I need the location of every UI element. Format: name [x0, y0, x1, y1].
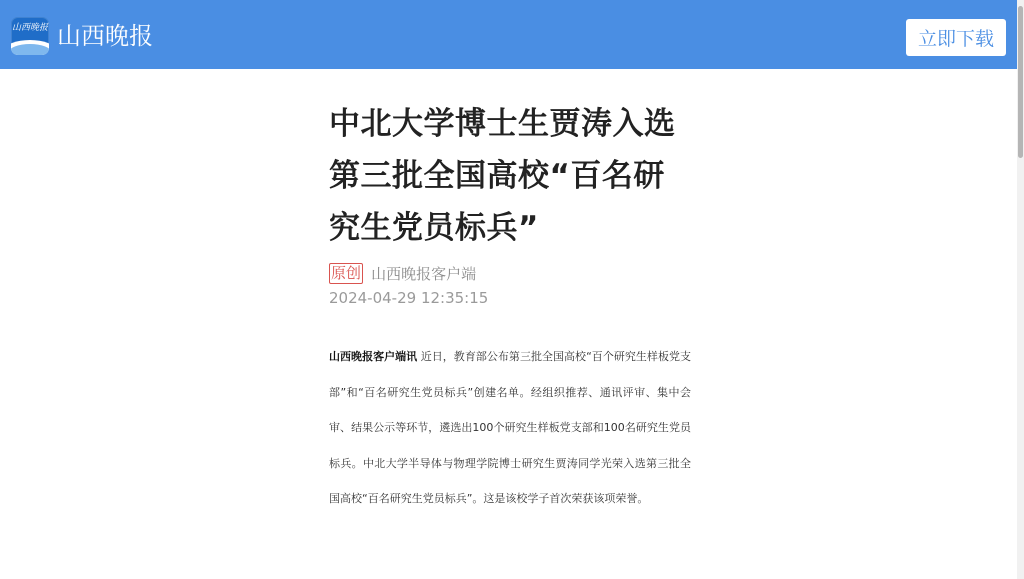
- page-scrollbar[interactable]: [1017, 0, 1024, 579]
- app-title[interactable]: 山西晚报: [57, 22, 153, 50]
- top-header-bar: [0, 0, 1017, 69]
- download-app-button[interactable]: 立即下载: [906, 19, 1006, 56]
- article-lead: 山西晚报客户端讯: [329, 350, 418, 363]
- article: [329, 98, 691, 517]
- publish-timestamp: 2024-04-29 12:35:15: [329, 289, 489, 307]
- article-meta: [329, 261, 691, 285]
- article-body: [329, 339, 691, 517]
- logo-wave-inner: [11, 44, 49, 55]
- article-source: 山西晚报客户端: [371, 264, 477, 283]
- article-title: 中北大学博士生贾涛入选第三批全国高校“百名研究生党员标兵”: [329, 106, 676, 246]
- logo-text: 山西晚报: [11, 23, 48, 33]
- app-logo-icon[interactable]: [11, 17, 49, 55]
- original-badge: 原创: [331, 264, 362, 282]
- article-body-text: 近日，教育部公布第三批全国高校“百个研究生样板党支部”和“百名研究生党员标兵”创建名单。经组织推荐、通讯评审、集中会审、结果公示等环节，遴选出100个研究生样板党支部和100名研究生党员标兵。中北大学半导体与物理学院博士研究生贾涛同学光荣入选第三批全国高校“百名研究生党员标兵”。这是该校学子首次荣获该项荣誉。: [329, 350, 692, 505]
- scrollbar-thumb[interactable]: [1018, 6, 1023, 158]
